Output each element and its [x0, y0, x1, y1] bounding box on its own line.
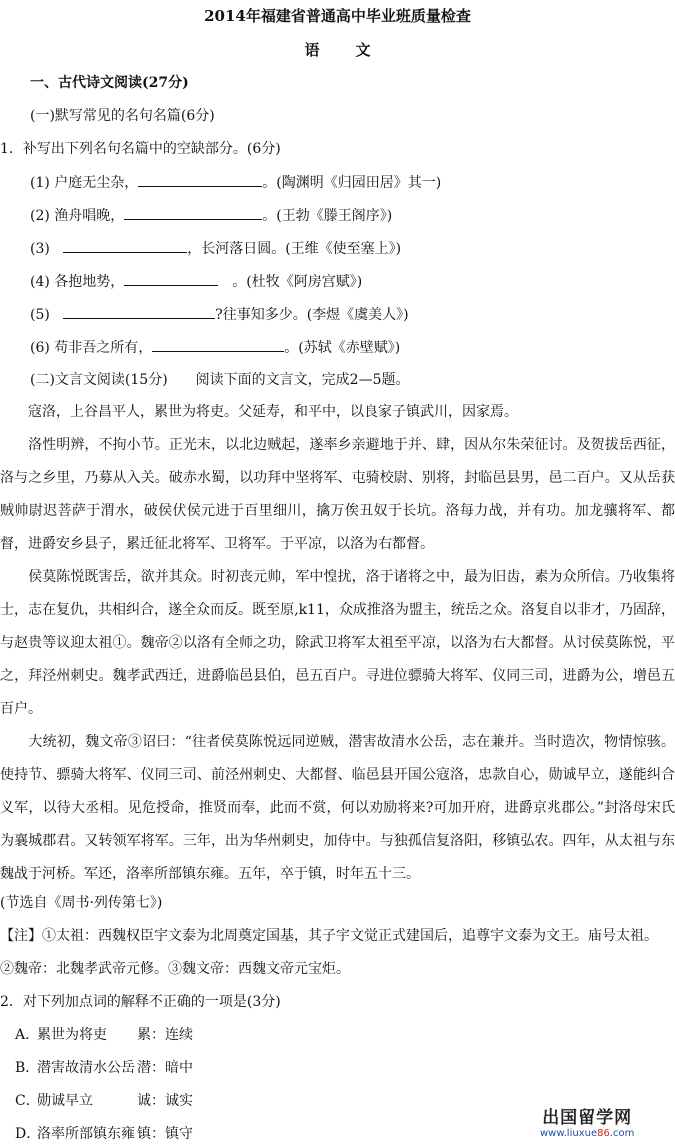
subject-char: 文 — [355, 41, 371, 59]
answer-blank — [63, 238, 187, 253]
q1-item-4: (4) 各抱地势， 。(杜牧《阿房宫赋》) — [30, 271, 362, 291]
question-2-stem: 2．对下列加点词的解释不正确的一项是(3分) — [0, 994, 281, 1010]
passage-paragraph: 大统初，魏文帝③诏曰：“往者侯莫陈悦远同逆贼，潜害故清水公岳，志在兼并。当时造次，物情惊骇。使持节、骠骑大将军、仪同三司、前泾州刺史、大都督、临邑县开国公寇洛，忠款自心，勋诚早立，遂能纠合义军，以待大丞相。见危授命，推贤而奉，此而不赏，何以劝励将来?可加开府，进爵京兆郡公。”封洛母宋氏为襄城郡君。又转领军将军。三年，出为华州刺史，加侍中。与独孤信复洛阳，移镇弘农。四年，从太祖与东魏战于河桥。军还，洛率所部镇东雍。五年，卒于镇，时年五十三。 — [0, 734, 675, 882]
part1-heading: (一)默写常见的名句名篇(6分) — [30, 108, 215, 124]
watermark-name: 出国留学网 — [542, 1108, 633, 1128]
passage-source: (节选自《周书·列传第七》) — [0, 895, 163, 911]
subject-char: 语 — [304, 41, 320, 59]
watermark-url: www.liuxue86.com — [540, 1128, 635, 1139]
section-heading: 一、古代诗文阅读(27分) — [30, 75, 189, 91]
answer-blank — [124, 271, 218, 286]
note-line-2: ②魏帝：北魏孝武帝元修。③魏文帝：西魏文帝元宝炬。 — [0, 961, 350, 977]
exam-title: 2014年福建省普通高中毕业班质量检查 — [204, 7, 471, 25]
passage-paragraph: 洛性明辨，不拘小节。正光末，以北边贼起，遂率乡亲避地于并、肆，因从尔朱荣征讨。及贺拔岳西征，洛与之乡里，乃募从入关。破赤水蜀，以功拜中坚将军、屯骑校尉、别将，封临邑县男，邑二百户。又从岳获贼帅尉迟菩萨于渭水，破侯伏侯元进于百里细川，擒万俟丑奴于长坑。洛每力战，并有功。加龙骧将军、都督，进爵安乡县子，累迁征北将军、卫将军。于平凉，以洛为右都督。 — [0, 437, 675, 552]
q2-option-b[interactable]: B．潜害故清水公岳 潜：暗中 — [15, 1060, 193, 1076]
note-line-1: 【注】①太祖：西魏权臣宇文泰为北周奠定国基，其子宇文觉正式建国后，追尊宇文泰为文王。庙号太祖。 — [0, 928, 658, 944]
passage-paragraph: 寇洛，上谷昌平人，累世为将吏。父延寿，和平中，以良家子镇武川，因家焉。 — [0, 404, 518, 420]
subject-title — [0, 40, 675, 60]
question-1-stem: 1．补写出下列名句名篇中的空缺部分。(6分) — [0, 141, 281, 157]
q2-option-a[interactable]: A．累世为将吏 累：连续 — [15, 1027, 193, 1043]
answer-blank — [63, 304, 215, 319]
q2-option-c[interactable]: C．勋诚早立 诚：诚实 — [15, 1093, 193, 1109]
q1-item-6: (6) 苟非吾之所有， 。(苏轼《赤壁赋》) — [30, 337, 400, 357]
q1-item-1: (1) 户庭无尘杂， 。(陶渊明《归园田居》其一) — [30, 172, 441, 192]
q2-option-d[interactable]: D．洛率所部镇东雍 镇：镇守 — [15, 1126, 193, 1142]
answer-blank — [124, 205, 262, 220]
watermark-logo — [540, 1108, 634, 1140]
classical-passage — [0, 396, 675, 891]
q1-item-3: (3) ，长河落日圆。(王维《使至塞上》) — [30, 238, 401, 258]
passage-paragraph: 侯莫陈悦既害岳，欲并其众。时初丧元帅，军中惶扰，洛于诸将之中，最为旧齿，素为众所信。乃收集将士，志在复仇，共相纠合，遂全众而反。既至原,k11，众成推洛为盟主，统岳之众。洛复自以非才，乃固辞，与赵贵等议迎太祖①。魏帝②以洛有全师之功，除武卫将军太祖至平凉，以洛为右大都督。从讨侯莫陈悦，平之，拜泾州刺史。魏孝武西迁，进爵临邑县伯，邑五百户。寻进位骠骑大将军、仪同三司，进爵为公，增邑五百户。 — [0, 569, 675, 717]
part2-heading: (二)文言文阅读(15分) 阅读下面的文言文，完成2—5题。 — [30, 372, 410, 388]
q1-item-2: (2) 渔舟唱晚， 。(王勃《滕王阁序》) — [30, 205, 392, 225]
answer-blank — [152, 337, 284, 352]
q1-item-5: (5) ?往事知多少。(李煜《虞美人》) — [30, 304, 409, 324]
answer-blank — [138, 172, 262, 187]
